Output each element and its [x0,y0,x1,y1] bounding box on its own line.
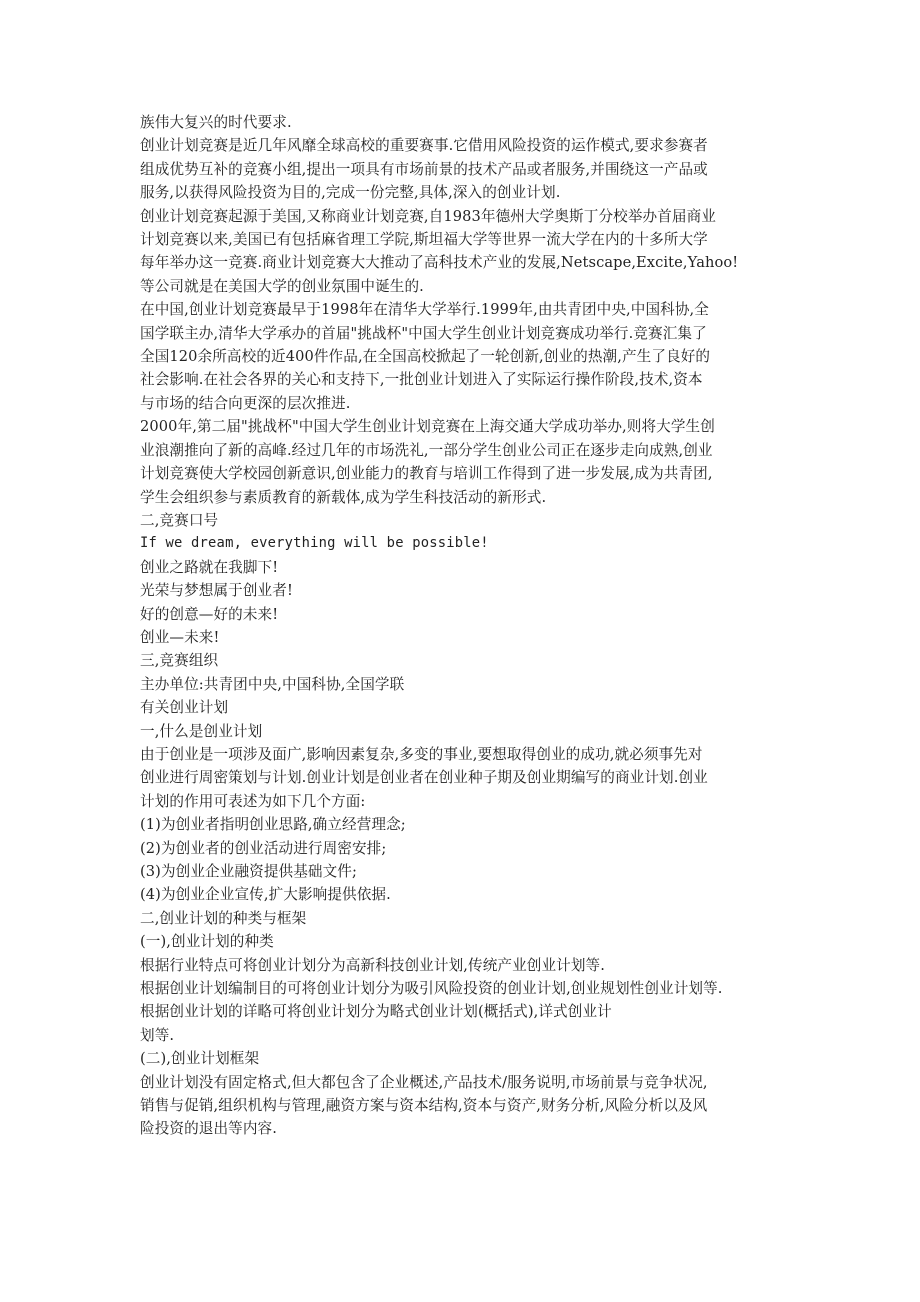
section-heading-organization: 三,竞赛组织 [140,652,219,670]
paragraph-types-by-detail: 根据创业计划的详略可将创业计划分为略式创业计划(概括式),详式创业计 划等. [140,1003,612,1044]
section-heading-about-plan: 有关创业计划 [140,699,229,717]
slogan-english: If we dream, everything will be possible! [140,535,489,552]
slogan-item: 创业—未来! [140,628,220,646]
list-item: (3)为创业企业融资提供基础文件; [140,863,358,880]
slogan-item: 好的创意—好的未来! [140,605,279,623]
list-item: (2)为创业者的创业活动进行周密安排; [140,839,387,857]
organizer-line: 主办单位:共青团中央,中国科协,全国学联 [140,675,405,693]
paragraph-china-history: 在中国,创业计划竞赛最早于1998年在清华大学举行.1999年,由共青团中央,中国科协,全 国学联主办,清华大学承办的首届"挑战杯"中国大学生创业计划竞赛成功举行.竞赛汇集了 全国120余所高校的近400件作品,在全国高校掀起了一轮创新,创业的热潮,产生了良好的 社会影响.在社会各界的关心和支持下,一批创业计划进入了实际运行操作阶段,技术,资本 与市场的结合向更深的层次推进. [140,301,711,412]
paragraph-origin-usa: 创业计划竞赛起源于美国,又称商业计划竞赛,自1983年德州大学奥斯丁分校举办首届商业 计划竞赛以来,美国已有包括麻省理工学院,斯坦福大学等世界一流大学在内的十多所大学 每年举办这一竞赛.商业计划竞赛大大推动了高科技术产业的发展,Netscape,Excite,Yahoo! 等公司就是在美国大学的创业氛围中诞生的. [140,207,739,295]
subheading-what-is-plan: 一,什么是创业计划 [140,722,263,740]
paragraph-types-by-purpose: 根据创业计划编制目的可将创业计划分为吸引风险投资的创业计划,创业规划性创业计划等. [140,980,723,998]
slogan-item: 光荣与梦想属于创业者! [140,582,293,600]
paragraph-framework-contents: 创业计划没有固定格式,但大都包含了企业概述,产品技术/服务说明,市场前景与竞争状况, 销售与促销,组织机构与管理,融资方案与资本结构,资本与资产,财务分析,风险分析以及风 险投资的退出等内容. [140,1073,708,1138]
subheading-plan-framework: (二),创业计划框架 [140,1050,260,1068]
paragraph-types-by-industry: 根据行业特点可将创业计划分为高新科技创业计划,传统产业创业计划等. [140,956,605,974]
paragraph-competition-overview: 创业计划竞赛是近几年风靡全球高校的重要赛事.它借用风险投资的运作模式,要求参赛者 组成优势互补的竞赛小组,提出一项具有市场前景的技术产品或者服务,并围绕这一产品或 服务,以获得风险投资为目的,完成一份完整,具体,深入的创业计划. [140,137,708,202]
section-heading-slogans: 二,竞赛口号 [140,511,219,529]
paragraph-intro-fragment: 族伟大复兴的时代要求. [140,114,292,131]
paragraph-plan-definition: 由于创业是一项涉及面广,影响因素复杂,多变的事业,要想取得创业的成功,就必须事先对 创业进行周密策划与计划.创业计划是创业者在创业种子期及创业期编写的商业计划.创业 计划的作用可表述为如下几个方面: [140,745,708,810]
document-page [140,111,800,1141]
slogan-item: 创业之路就在我脚下! [140,558,279,576]
subheading-plan-types: (一),创业计划的种类 [140,933,274,951]
list-item: (1)为创业者指明创业思路,确立经营理念; [140,816,406,834]
list-item: (4)为创业企业宣传,扩大影响提供依据. [140,886,391,904]
paragraph-second-challenge-cup: 2000年,第二届"挑战杯"中国大学生创业计划竞赛在上海交通大学成功举办,则将大学生创 业浪潮推向了新的高峰.经过几年的市场洗礼,一部分学生创业公司正在逐步走向成熟,创业 计划竞赛使大学校园创新意识,创业能力的教育与培训工作得到了进一步发展,成为共青团, 学生会组织参与素质教育的新载体,成为学生科技活动的新形式. [140,418,715,506]
subheading-types-and-framework: 二,创业计划的种类与框架 [140,909,307,927]
